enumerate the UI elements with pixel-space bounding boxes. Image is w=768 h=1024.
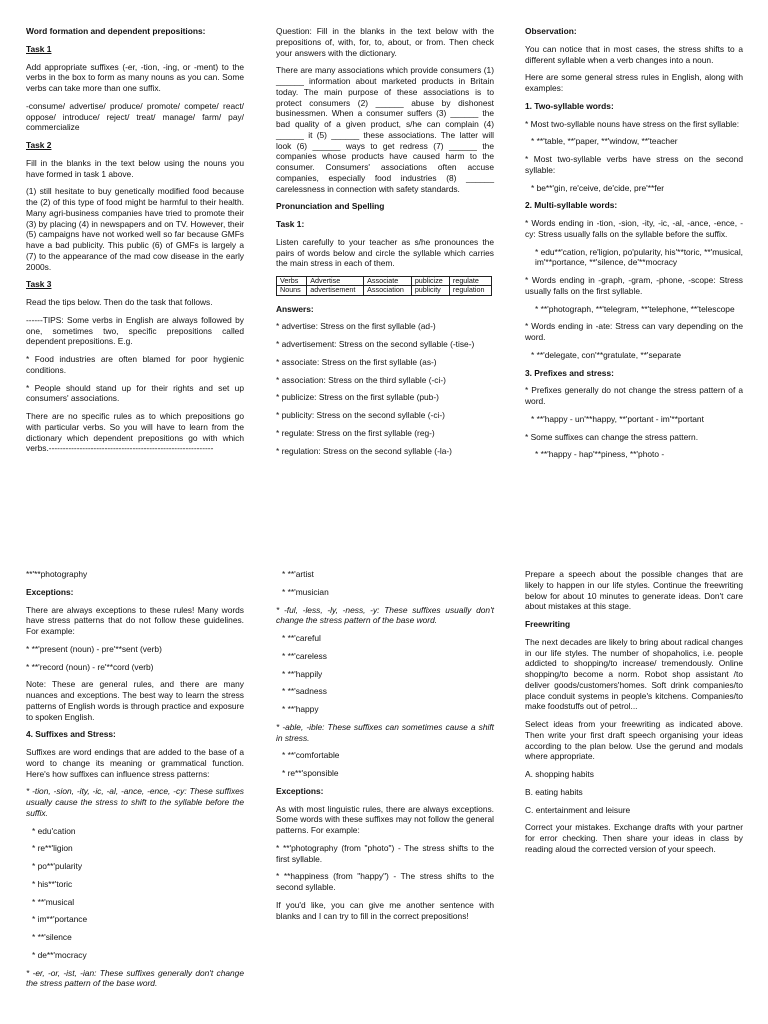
table-cell: Associate (364, 277, 412, 286)
table-cell: regulate (449, 277, 491, 286)
paragraph: * **'sadness (282, 686, 327, 697)
heading-pronunciation-and-spelling: Pronunciation and Spelling (276, 201, 385, 212)
bottom-middle-column (276, 569, 494, 928)
heading-task-1: Task 1: (276, 219, 305, 229)
paragraph: * Words ending in -ate: Stress can vary depending on the word. (525, 321, 743, 342)
paragraph: * **'photograph, **'telegram, **'telephone, **'telescope (535, 303, 735, 314)
paragraph: Fill in the blanks in the text below using the nouns you have formed in task 1 above. (26, 157, 244, 179)
paragraph: * Words ending in -graph, -gram, -phone, -scope: Stress usually falls on the first syllable. (525, 275, 743, 296)
table-cell: advertisement (307, 286, 364, 295)
paragraph: * -tion, -sion, -ity, -ic, -al, -ance, -ence, -cy: These suffixes usually cause the stress to shift to the syllable before the suffix. (26, 786, 244, 818)
heading-1-two-syllable-words: 1. Two-syllable words: (525, 100, 614, 111)
paragraph: * publicize: Stress on the first syllable (pub-) (276, 392, 439, 403)
paragraph: * **'silence (32, 932, 72, 942)
paragraph: * Prefixes generally do not change the stress pattern of a word. (525, 385, 743, 406)
paragraph: Listen carefully to your teacher as s/he pronounces the pairs of words below and circle the syllable which carries the main stress in each of them. (276, 236, 494, 269)
paragraph: Read the tips below. Then do the task that follows. (26, 297, 213, 307)
paragraph: * **'artist (282, 569, 314, 579)
paragraph: If you'd like, you can give me another sentence with blanks and I can try to fill in the correct prepositions! (276, 899, 494, 921)
paragraph: * Food industries are often blamed for poor hygienic conditions. (26, 354, 244, 375)
top-right-column (525, 26, 743, 467)
top-left-column (26, 26, 244, 461)
paragraph: A. shopping habits (525, 769, 594, 779)
heading-exceptions: Exceptions: (26, 586, 74, 597)
paragraph: * edu**'cation, re'ligion, po'pularity, his'**toric, **'musical, im'**portance, **'silence, de'**mocracy (535, 246, 744, 268)
paragraph: As with most linguistic rules, there are always exceptions. Some words with these suffixes may not follow the general patterns. For example: (276, 803, 494, 835)
paragraph: Select ideas from your freewriting as indicated above. Then write your first draft speech organising your ideas according to the plan below. Use the gerund and modals where appropriate. (525, 719, 743, 762)
paragraph: * **'comfortable (282, 750, 340, 761)
top-middle-column (276, 26, 494, 463)
paragraph: * edu'cation (32, 825, 76, 836)
heading-freewriting: Freewriting (525, 619, 571, 629)
paragraph: * **'happily (282, 668, 323, 679)
heading-answers: Answers: (276, 303, 314, 314)
bottom-right-column (525, 569, 743, 862)
paragraph: * Most two-syllable verbs have stress on the second syllable: (525, 154, 743, 175)
paragraph: There are always exceptions to these rules! Many words have stress patterns that do not follow these guidelines. For example: (26, 604, 244, 636)
heading-observation: Observation: (525, 26, 577, 36)
paragraph: * **'musical (32, 896, 75, 907)
paragraph: * **'photography (from "photo") - The stress shifts to the first syllable. (276, 842, 494, 864)
paragraph: B. eating habits (525, 786, 583, 797)
paragraph: * de**'mocracy (32, 949, 87, 960)
paragraph: You can notice that in most cases, the stress shifts to a different syllable when a verb changes into a noun. (525, 43, 743, 65)
table-cell: Nouns (277, 286, 307, 295)
paragraph: Prepare a speech about the possible changes that are likely to happen in our life styles. Continue the freewriting below for about 10 minutes to generate ideas. Don't care about mistakes at this stage. (525, 569, 743, 612)
bottom-left-column (26, 569, 244, 996)
paragraph: There are no specific rules as to which prepositions go with particular verbs. So you will have to learn from the dictionary which dependent prepositions go with which verbs.----------------------------------------------------------- (26, 411, 244, 454)
heading-3-prefixes-and-stress: 3. Prefixes and stress: (525, 367, 614, 378)
paragraph: * Some suffixes can change the stress pattern. (525, 431, 699, 442)
paragraph: * po**'pularity (32, 861, 83, 871)
heading-exceptions: Exceptions: (276, 785, 324, 796)
paragraph: Correct your mistakes. Exchange drafts with your partner for error checking. Then share your ideas in class by reading aloud the corrected version of your speech. (525, 822, 743, 854)
paragraph: The next decades are likely to bring about radical changes in our life styles. The number of shopaholics, i.e. people addicted to shopping/to increase/ tremendously. Online shopping/to become a norm. Robot shop assistant /to deliver goods/customers'homes. Soft drink companies/to place conduit systems in people's kitchens. Companies/to make foodstuffs out of petrol... (525, 636, 743, 712)
paragraph: * **'delegate, con'**gratulate, **'separate (531, 349, 682, 360)
paragraph: * **'careless (282, 650, 327, 661)
paragraph: (1) still hesitate to buy genetically modified food because the (2) of this type of food might be harmful to their health. Many agri-business companies have tried to promote their (3) by placing (4) in newspapers and on TV. However, their (5) campaigns have not worked well so far because GMFs have a bad publicity. This public (6) of GMFs is largely a (7) to the appearance of the mad cow disease in the early 2000s. (26, 186, 244, 272)
paragraph: * **'happy (282, 704, 319, 714)
paragraph: * **'record (noun) - re'**cord (verb) (26, 661, 154, 672)
prepositions-and-pronunciation-section (276, 26, 494, 269)
paragraph: * **'happy - hap'**piness, **'photo - (535, 449, 665, 460)
nouns-row (277, 286, 492, 295)
table-cell: publicize (411, 277, 449, 286)
paragraph: **'**photography (26, 569, 88, 579)
paragraph: * advertisement: Stress on the second syllable (-tise-) (276, 339, 475, 350)
heading-2-multi-syllable-words: 2. Multi-syllable words: (525, 200, 618, 211)
paragraph: * People should stand up for their rights and set up consumers' associations. (26, 382, 244, 404)
heading-task-2: Task 2 (26, 140, 52, 150)
paragraph: * advertise: Stress on the first syllable (ad-) (276, 321, 436, 332)
table-cell: Association (364, 286, 412, 295)
table-cell: regulation (449, 286, 491, 295)
paragraph: * associate: Stress on the first syllable (as-) (276, 356, 437, 367)
paragraph: Note: These are general rules, and there are many nuances and exceptions. The best way to learn the stress patterns of English words is through practice and exposure to spoken English. (26, 679, 244, 722)
paragraph: * association: Stress on the third syllable (-ci-) (276, 374, 446, 385)
paragraph: C. entertainment and leisure (525, 804, 631, 815)
heading-task-3: Task 3 (26, 279, 52, 290)
paragraph: * **happiness (from "happy") - The stress shifts to the second syllable. (276, 871, 494, 892)
paragraph: * regulation: Stress on the second syllable (-la-) (276, 445, 452, 456)
paragraph: * -able, -ible: These suffixes can sometimes cause a shift in stress. (276, 721, 494, 743)
table-cell: Verbs (277, 277, 307, 286)
paragraph: Question: Fill in the blanks in the text below with the prepositions of, with, for, to, about, or from. Then check your answers with the dictionary. (276, 26, 494, 58)
paragraph: There are many associations which provide consumers (1) ______ information about marketed products in Britain today. The main purpose of these associations is to protect consumers (2) ______ abuse by dishonest businessmen. When a consumer suffers (3) ______ the bad quality of a given product, s/he can complain (4) ______ it (5) ______ these associations. The latter will look (6) ______ ways to get redress (7) ______ the companies whose products have caused harm to the consumer. Consumers' associations often accuse companies, especially food industries (8) ______ carelessness in connection with safety standards. (276, 65, 494, 194)
paragraph: * **'table, **'paper, **'window, **'teacher (531, 136, 678, 147)
table-cell: publicity (411, 286, 449, 295)
paragraph: * publicity: Stress on the second syllable (-ci-) (276, 410, 445, 421)
table-cell: Advertise (307, 277, 364, 286)
paragraph: * Most two-syllable nouns have stress on the first syllable: (525, 118, 740, 129)
paragraph: * his**'toric (32, 878, 73, 889)
paragraph: Here are some general stress rules in English, along with examples: (525, 72, 743, 93)
paragraph: * be**'gin, re'ceive, de'cide, pre'**fer (531, 182, 665, 193)
paragraph: * regulate: Stress on the first syllable (reg-) (276, 427, 435, 438)
word-pairs-table (276, 276, 492, 296)
heading-task-1: Task 1 (26, 43, 52, 54)
paragraph: Add appropriate suffixes (-er, -tion, -ing, or -ment) to the verbs in the box to form as many nouns as you can. Some verbs can take more than one suffix. (26, 61, 244, 93)
heading-word-formation-and-dependent-preposition: Word formation and dependent prepositions: (26, 26, 206, 36)
paragraph: * im**'portance (32, 914, 88, 925)
paragraph: * re**'sponsible (282, 768, 339, 778)
answers-section (276, 304, 494, 457)
paragraph: * **'musician (282, 586, 329, 597)
paragraph: * **'happy - un'**happy, **'portant - im'**portant (531, 413, 704, 424)
paragraph: * Words ending in -tion, -sion, -ity, -ic, -al, -ance, -ence, -cy: Stress usually falls on the syllable before the suffix. (525, 218, 743, 239)
paragraph: * -er, -or, -ist, -ian: These suffixes generally don't change the stress pattern of the base word. (26, 967, 244, 989)
paragraph: Suffixes are word endings that are added to the base of a word to change its meaning or grammatical function. Here's how suffixes can influence stress patterns: (26, 747, 244, 779)
paragraph: -consume/ advertise/ produce/ promote/ compete/ react/ oppose/ introduce/ reject/ treat/ manage/ farm/ pay/ commercialize (26, 100, 244, 133)
paragraph: * re**'ligion (32, 843, 73, 854)
paragraph: * **'careful (282, 633, 321, 643)
heading-4-suffixes-and-stress: 4. Suffixes and Stress: (26, 729, 116, 740)
paragraph: ------TIPS: Some verbs in English are always followed by one, sometimes two, specific prepositions called dependent prepositions. E.g. (26, 314, 244, 347)
paragraph: * **'present (noun) - pre'**sent (verb) (26, 643, 162, 654)
paragraph: * -ful, -less, -ly, -ness, -y: These suffixes usually don't change the stress pattern of the base word. (276, 604, 494, 626)
